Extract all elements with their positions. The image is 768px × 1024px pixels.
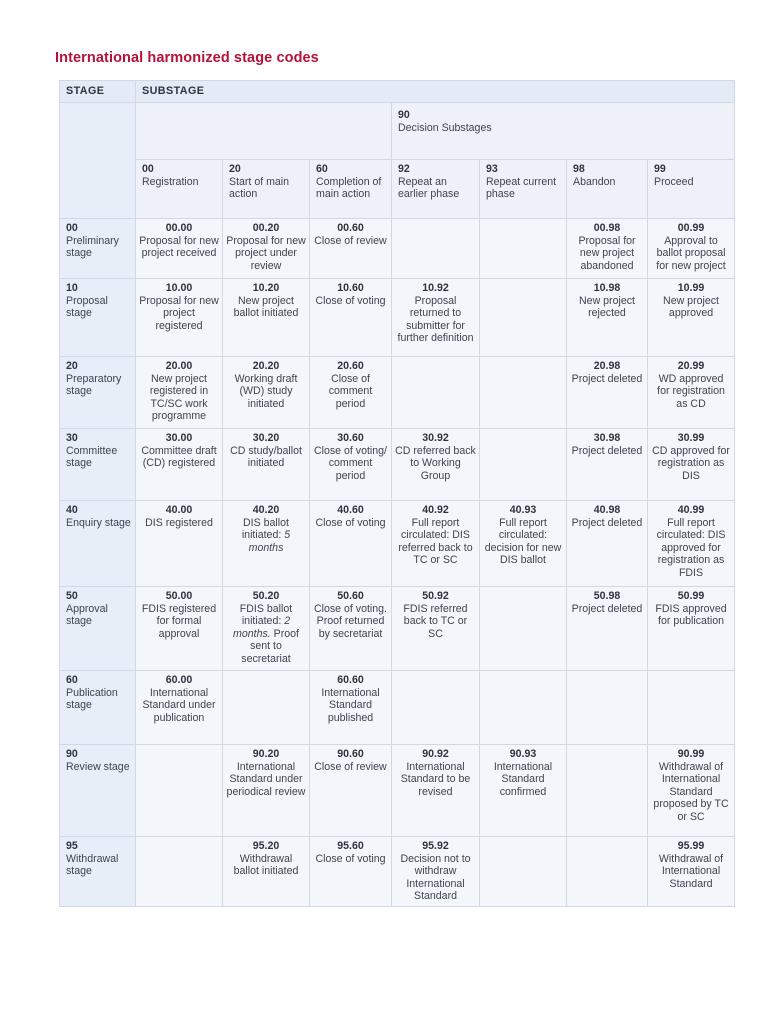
cell-code: 40.60 — [337, 504, 364, 516]
stage-name: Review stage — [66, 760, 130, 773]
cell-text — [570, 517, 644, 530]
cell-code: 30.00 — [165, 432, 193, 444]
cell-text — [313, 761, 388, 774]
table-row — [60, 429, 735, 501]
cell-text-main: FDIS registered for formal approval — [141, 602, 217, 640]
cell-text-main: Committee draft (CD) registered — [141, 444, 217, 470]
cell-code: 20.98 — [593, 360, 621, 372]
cell-text-main: Close of comment period — [328, 372, 373, 410]
code-cell-40.92 — [392, 501, 480, 587]
table-row — [60, 587, 735, 671]
cell-code: 40.99 — [677, 504, 705, 516]
stage-code: 60 — [66, 674, 78, 686]
substage-code: 92 — [398, 163, 410, 175]
code-cell-40.99 — [648, 501, 735, 587]
stage-name: Publication stage — [66, 686, 118, 712]
stage-cell-90 — [60, 745, 136, 837]
cell-text — [395, 517, 476, 567]
decision-substages-header — [392, 103, 735, 160]
code-cell-10.98 — [567, 279, 648, 357]
empty-cell — [480, 429, 567, 501]
stage-cell-10 — [60, 279, 136, 357]
empty-cell — [392, 219, 480, 279]
empty-cell — [136, 837, 223, 907]
cell-code: 95.20 — [252, 840, 280, 852]
stage-name: Committee stage — [66, 444, 118, 470]
cell-text-main: Working draft (WD) study initiated — [234, 372, 298, 410]
cell-text — [226, 445, 306, 470]
cell-code: 90.93 — [509, 748, 537, 760]
cell-text-main: CD approved for registration as DIS — [652, 444, 730, 482]
cell-text-main: Proposal for new project abandoned — [578, 234, 636, 272]
stage-cell-30 — [60, 429, 136, 501]
cell-text — [313, 687, 388, 725]
stage-header-spacer — [60, 103, 136, 219]
cell-text-main: Decision not to withdraw International Standard — [400, 852, 471, 903]
code-cell-20.98 — [567, 357, 648, 429]
stage-code: 10 — [66, 282, 78, 294]
cell-text — [570, 603, 644, 616]
cell-text — [570, 295, 644, 320]
cell-code: 50.00 — [165, 590, 193, 602]
code-cell-20.60 — [310, 357, 392, 429]
cell-code: 20.99 — [677, 360, 705, 372]
code-cell-95.99 — [648, 837, 735, 907]
cell-text-main: Close of review — [314, 760, 387, 773]
stage-name: Enquiry stage — [66, 516, 131, 529]
empty-cell — [648, 671, 735, 745]
code-cell-90.92 — [392, 745, 480, 837]
substage-label: Proceed — [654, 175, 694, 188]
code-cell-30.99 — [648, 429, 735, 501]
cell-code: 30.92 — [422, 432, 449, 444]
cell-text-duration: 2 months. — [233, 615, 291, 640]
substage-header-00 — [136, 160, 223, 219]
cell-text-main: Withdrawal of International Standard proposed by TC or SC — [653, 760, 729, 823]
code-cell-00.60 — [310, 219, 392, 279]
cell-code: 60.60 — [337, 674, 364, 686]
cell-text — [313, 603, 388, 641]
cell-text-main: International Standard under publication — [142, 686, 216, 724]
cell-text-main: New project registered in TC/SC work programme — [149, 372, 209, 423]
empty-cell — [567, 671, 648, 745]
substage-label: Registration — [142, 175, 199, 188]
empty-cell — [480, 837, 567, 907]
cell-text — [395, 445, 476, 483]
table-row — [60, 357, 735, 429]
cell-code: 10.00 — [165, 282, 193, 294]
stage-code: 30 — [66, 432, 78, 444]
cell-text — [226, 373, 306, 411]
cell-text-main: CD study/ballot initiated — [230, 444, 302, 470]
empty-cell — [480, 219, 567, 279]
cell-code: 40.20 — [252, 504, 280, 516]
cell-text — [226, 295, 306, 320]
code-cell-50.00 — [136, 587, 223, 671]
stage-codes-table — [59, 80, 735, 907]
cell-text-main: Close of voting. Proof returned by secretariat — [313, 602, 388, 640]
stage-cell-50 — [60, 587, 136, 671]
cell-text — [139, 295, 219, 333]
stage-code: 95 — [66, 840, 78, 852]
cell-text-main: International Standard under periodical review — [226, 760, 306, 798]
cell-text-main: FDIS approved for publication — [655, 602, 727, 628]
code-cell-00.20 — [223, 219, 310, 279]
empty-cell — [223, 671, 310, 745]
stage-cell-20 — [60, 357, 136, 429]
cell-code: 20.60 — [337, 360, 364, 372]
substage-code: 99 — [654, 163, 666, 175]
substage-label: Start of main action — [229, 175, 290, 201]
cell-text-main: Withdrawal of International Standard — [658, 852, 724, 890]
cell-text-main: Project deleted — [571, 516, 643, 529]
cell-code: 90.99 — [677, 748, 705, 760]
stage-name: Preliminary stage — [66, 234, 119, 260]
cell-text — [226, 603, 306, 666]
substage-code: 20 — [229, 163, 241, 175]
code-cell-40.60 — [310, 501, 392, 587]
cell-text-after: Proof sent to secretariat — [241, 627, 299, 665]
cell-text-main: Proposal for new project under review — [226, 234, 306, 272]
decision-label: Decision Substages — [398, 121, 492, 134]
code-cell-90.93 — [480, 745, 567, 837]
code-cell-20.00 — [136, 357, 223, 429]
cell-code: 90.92 — [422, 748, 449, 760]
code-cell-10.00 — [136, 279, 223, 357]
code-cell-50.99 — [648, 587, 735, 671]
cell-text — [313, 517, 388, 530]
cell-text — [139, 235, 219, 260]
cell-text — [226, 235, 306, 273]
cell-text-main: Close of voting — [315, 852, 386, 865]
stage-cell-40 — [60, 501, 136, 587]
cell-text-main: Close of voting — [315, 294, 386, 307]
code-cell-40.20 — [223, 501, 310, 587]
code-cell-20.99 — [648, 357, 735, 429]
cell-text — [139, 517, 219, 530]
cell-text-duration: 5 months — [248, 529, 291, 554]
cell-text — [395, 603, 476, 641]
code-cell-50.98 — [567, 587, 648, 671]
cell-code: 40.00 — [165, 504, 193, 516]
cell-text — [395, 853, 476, 903]
cell-text — [570, 373, 644, 386]
cell-code: 10.98 — [593, 282, 621, 294]
stage-name: Withdrawal stage — [66, 852, 119, 878]
stage-name: Preparatory stage — [66, 372, 122, 398]
substage-header: SUBSTAGE — [136, 81, 735, 103]
cell-text-main: International Standard to be revised — [400, 760, 471, 798]
stage-code: 50 — [66, 590, 78, 602]
empty-cell — [392, 671, 480, 745]
cell-text-main: WD approved for registration as CD — [657, 372, 725, 410]
cell-text-main: CD referred back to Working Group — [395, 444, 476, 482]
code-cell-50.92 — [392, 587, 480, 671]
empty-cell — [567, 837, 648, 907]
stage-name: Approval stage — [66, 602, 108, 628]
substage-label: Repeat current phase — [486, 175, 557, 201]
cell-code: 10.60 — [337, 282, 364, 294]
cell-text — [139, 687, 219, 725]
stage-cell-60 — [60, 671, 136, 745]
code-cell-30.92 — [392, 429, 480, 501]
table-row — [60, 501, 735, 587]
cell-text-main: Full report circulated: DIS referred back to TC or SC — [398, 516, 473, 567]
cell-code: 10.20 — [252, 282, 280, 294]
cell-text-main: International Standard published — [321, 686, 380, 724]
cell-text — [570, 445, 644, 458]
code-cell-30.20 — [223, 429, 310, 501]
code-cell-95.20 — [223, 837, 310, 907]
header-row — [60, 81, 735, 103]
cell-code: 00.99 — [677, 222, 705, 234]
decision-row — [60, 103, 735, 160]
cell-code: 90.60 — [337, 748, 364, 760]
cell-text-main: Close of voting/ comment period — [313, 444, 388, 482]
cell-code: 10.92 — [422, 282, 449, 294]
cell-text-main: Approval to ballot proposal for new project — [656, 234, 726, 272]
cell-code: 00.20 — [252, 222, 280, 234]
cell-text — [483, 517, 563, 567]
substage-code: 00 — [142, 163, 154, 175]
cell-text — [139, 603, 219, 641]
cell-code: 50.99 — [677, 590, 705, 602]
empty-cell — [392, 357, 480, 429]
code-cell-00.99 — [648, 219, 735, 279]
cell-code: 20.00 — [165, 360, 193, 372]
cell-text — [651, 445, 731, 483]
cell-text — [651, 295, 731, 320]
substage-label: Abandon — [573, 175, 616, 188]
cell-text-main: Project deleted — [571, 602, 643, 615]
substage-header-92 — [392, 160, 480, 219]
code-cell-10.60 — [310, 279, 392, 357]
cell-code: 50.20 — [252, 590, 280, 602]
cell-text-main: Proposal for new project received — [139, 234, 219, 260]
cell-text — [483, 761, 563, 799]
cell-text — [226, 517, 306, 555]
stage-cell-95 — [60, 837, 136, 907]
cell-text-main: DIS ballot initiated: — [241, 516, 289, 542]
substage-header-60 — [310, 160, 392, 219]
cell-text-main: International Standard confirmed — [493, 760, 553, 798]
cell-text-main: Withdrawal ballot initiated — [233, 852, 299, 878]
cell-text — [651, 853, 731, 891]
cell-text-main: Full report circulated: DIS approved for registration as FDIS — [656, 516, 726, 579]
cell-code: 10.99 — [677, 282, 705, 294]
cell-text — [395, 295, 476, 345]
empty-cell — [480, 357, 567, 429]
code-cell-40.93 — [480, 501, 567, 587]
table-row — [60, 745, 735, 837]
table-row — [60, 837, 735, 907]
cell-code: 50.92 — [422, 590, 449, 602]
substage-code: 93 — [486, 163, 498, 175]
stage-code: 20 — [66, 360, 78, 372]
stage-code: 40 — [66, 504, 78, 516]
decision-code: 90 — [398, 109, 410, 121]
code-cell-30.00 — [136, 429, 223, 501]
substage-code: 60 — [316, 163, 328, 175]
cell-text — [395, 761, 476, 799]
code-cell-10.20 — [223, 279, 310, 357]
cell-text — [651, 517, 731, 580]
cell-code: 00.60 — [337, 222, 364, 234]
code-cell-90.20 — [223, 745, 310, 837]
cell-text — [313, 853, 388, 866]
stage-header: STAGE — [60, 81, 136, 103]
cell-text — [651, 761, 731, 824]
cell-text-main: Project deleted — [571, 372, 643, 385]
cell-text-main: FDIS referred back to TC or SC — [403, 602, 468, 640]
cell-text — [226, 761, 306, 799]
cell-code: 30.20 — [252, 432, 280, 444]
code-cell-30.98 — [567, 429, 648, 501]
substage-header-row — [60, 160, 735, 219]
code-cell-40.00 — [136, 501, 223, 587]
stage-code: 00 — [66, 222, 78, 234]
table-row — [60, 219, 735, 279]
code-cell-50.20 — [223, 587, 310, 671]
cell-code: 40.92 — [422, 504, 449, 516]
cell-text-main: FDIS ballot initiated: — [239, 602, 293, 628]
cell-code: 30.60 — [337, 432, 364, 444]
cell-text-main: New project ballot initiated — [233, 294, 299, 320]
substage-header-20 — [223, 160, 310, 219]
cell-code: 20.20 — [252, 360, 280, 372]
cell-code: 60.00 — [165, 674, 193, 686]
cell-code: 95.99 — [677, 840, 705, 852]
cell-text-main: Project deleted — [571, 444, 643, 457]
stage-cell-00 — [60, 219, 136, 279]
code-cell-20.20 — [223, 357, 310, 429]
cell-code: 40.93 — [509, 504, 537, 516]
cell-text-main: Close of review — [314, 234, 387, 247]
empty-cell — [480, 279, 567, 357]
substage-header-98 — [567, 160, 648, 219]
cell-text — [226, 853, 306, 878]
cell-text-main: Full report circulated: decision for new DIS ballot — [484, 516, 562, 567]
cell-text — [651, 373, 731, 411]
empty-cell — [480, 671, 567, 745]
code-cell-10.99 — [648, 279, 735, 357]
cell-code: 30.98 — [593, 432, 621, 444]
cell-code: 00.98 — [593, 222, 621, 234]
table-row — [60, 279, 735, 357]
code-cell-90.99 — [648, 745, 735, 837]
cell-text-main: DIS registered — [145, 516, 213, 529]
cell-text — [139, 373, 219, 423]
code-cell-50.60 — [310, 587, 392, 671]
substage-header-99 — [648, 160, 735, 219]
code-cell-90.60 — [310, 745, 392, 837]
code-cell-60.60 — [310, 671, 392, 745]
cell-code: 95.92 — [422, 840, 449, 852]
decision-spacer — [136, 103, 392, 160]
substage-label: Repeat an earlier phase — [398, 175, 460, 201]
code-cell-30.60 — [310, 429, 392, 501]
page-title: International harmonized stage codes — [55, 50, 319, 66]
stage-name: Proposal stage — [66, 294, 108, 320]
empty-cell — [567, 745, 648, 837]
cell-text — [139, 445, 219, 470]
stage-code: 90 — [66, 748, 78, 760]
cell-text — [313, 373, 388, 411]
cell-text-main: Close of voting — [315, 516, 386, 529]
substage-code: 98 — [573, 163, 585, 175]
cell-text — [313, 295, 388, 308]
cell-text-main: Proposal for new project registered — [139, 294, 219, 332]
code-cell-10.92 — [392, 279, 480, 357]
cell-code: 95.60 — [337, 840, 364, 852]
table-row — [60, 671, 735, 745]
code-cell-40.98 — [567, 501, 648, 587]
code-cell-00.98 — [567, 219, 648, 279]
empty-cell — [136, 745, 223, 837]
cell-code: 00.00 — [165, 222, 193, 234]
cell-text — [313, 235, 388, 248]
code-cell-95.92 — [392, 837, 480, 907]
cell-code: 90.20 — [252, 748, 280, 760]
cell-code: 50.98 — [593, 590, 621, 602]
substage-label: Completion of main action — [316, 175, 382, 201]
cell-code: 40.98 — [593, 504, 621, 516]
cell-text-main: New project rejected — [579, 294, 635, 320]
cell-code: 30.99 — [677, 432, 705, 444]
cell-code: 50.60 — [337, 590, 364, 602]
substage-header-93 — [480, 160, 567, 219]
cell-text-main: Proposal returned to submitter for further definition — [397, 294, 474, 345]
cell-text-main: New project approved — [663, 294, 719, 320]
code-cell-60.00 — [136, 671, 223, 745]
code-cell-00.00 — [136, 219, 223, 279]
empty-cell — [480, 587, 567, 671]
cell-text — [651, 235, 731, 273]
table-body — [60, 81, 735, 907]
code-cell-95.60 — [310, 837, 392, 907]
cell-text — [651, 603, 731, 628]
cell-text — [313, 445, 388, 483]
cell-text — [570, 235, 644, 273]
